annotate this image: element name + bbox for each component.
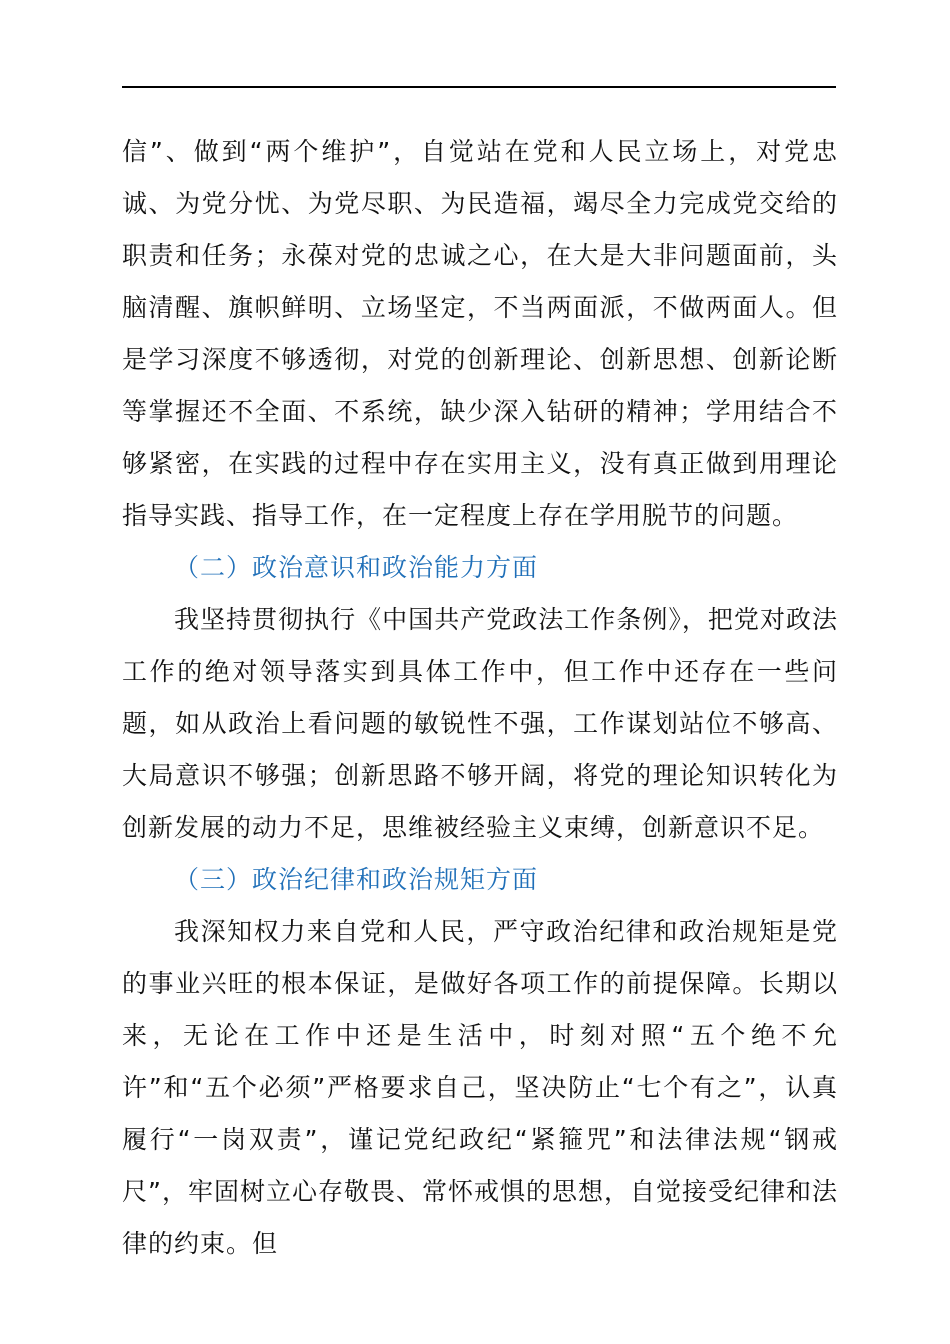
paragraph-political-discipline: 我深知权力来自党和人民，严守政治纪律和政治规矩是党的事业兴旺的根本保证，是做好各项工作的前提保障。长期以来，无论在工作中还是生活中，时刻对照“五个绝不允许”和“五个必须”严格要求自己，坚决防止“七个有之”，认真履行“一岗双责”，谨记党纪政纪“紧箍咒”和法律法规“钢戒尺”，牢固树立心存敬畏、常怀戒惧的思想，自觉接受纪律和法律的约束。但 [122, 917, 838, 1258]
section-heading-3: （三）政治纪律和政治规矩方面 [174, 865, 539, 894]
paragraph-continuation: 信”、做到“两个维护”，自觉站在党和人民立场上，对党忠诚、为党分忧、为党尽职、为民造福，竭尽全力完成党交给的职责和任务；永葆对党的忠诚之心，在大是大非问题面前，头脑清醒、旗帜鲜明、立场坚定，不当两面派，不做两面人。但是学习深度不够透彻，对党的创新理论、创新思想、创新论断等掌握还不全面、不系统，缺少深入钻研的精神；学用结合不够紧密，在实践的过程中存在实用主义，没有真正做到用理论指导实践、指导工作，在一定程度上存在学用脱节的问题。 [122, 137, 838, 530]
paragraph-political-awareness: 我坚持贯彻执行《中国共产党政法工作条例》，把党对政法工作的绝对领导落实到具体工作中，但工作中还存在一些问题，如从政治上看问题的敏锐性不强，工作谋划站位不够高、大局意识不够强；创新思路不够开阔，将党的理论知识转化为创新发展的动力不足，思维被经验主义束缚，创新意识不足。 [122, 605, 838, 842]
document-body [122, 126, 838, 1270]
section-heading-2: （二）政治意识和政治能力方面 [174, 553, 539, 582]
header-rule [122, 86, 836, 88]
